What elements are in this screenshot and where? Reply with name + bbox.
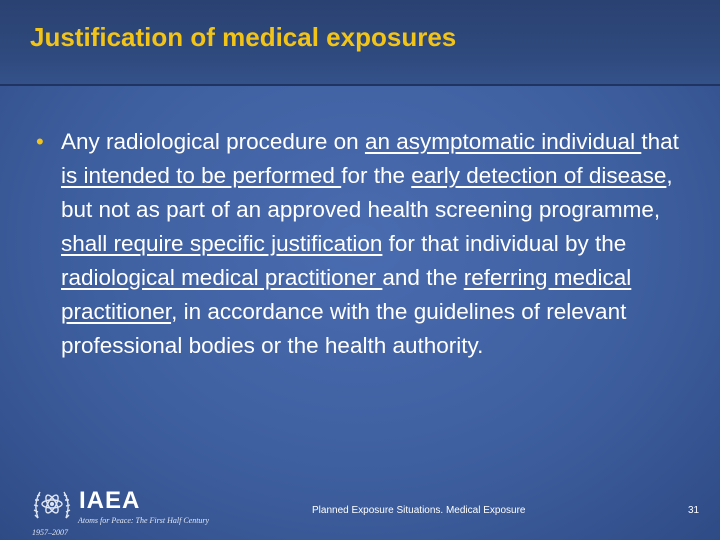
underlined-phrase: early detection of disease: [411, 163, 667, 188]
body-text-segment: and the: [382, 265, 464, 290]
body-paragraph: [61, 125, 696, 363]
body-text-segment: for the: [341, 163, 412, 188]
body-text-segment: that: [641, 129, 679, 154]
logo-years: 1957–2007: [32, 528, 68, 537]
slide-content: [36, 125, 696, 363]
slide-title: Justification of medical exposures: [30, 22, 457, 52]
logo-name: IAEA: [79, 487, 141, 514]
title-bar: [0, 0, 720, 86]
underlined-phrase: referring medical practitioner: [61, 265, 632, 324]
underlined-phrase: is intended to be performed: [61, 163, 342, 188]
underlined-phrase: an asymptomatic individual: [364, 129, 642, 154]
bullet-icon: •: [36, 129, 44, 154]
iaea-logo: [30, 484, 220, 538]
body-text-segment: for that individual by the: [382, 231, 627, 256]
iaea-atom-emblem-icon: [30, 484, 74, 524]
page-number: 31: [688, 505, 700, 516]
footer-text: Planned Exposure Situations. Medical Exposure: [312, 505, 526, 516]
body-text-segment: Any radiological procedure on: [61, 129, 365, 154]
body-text-segment: , in accordance with the guidelines of relevant professional bodies or the health authority.: [61, 299, 627, 358]
body-text-segment: , but not as part of an approved health screening programme,: [61, 163, 673, 222]
underlined-phrase: shall require specific justification: [61, 231, 383, 256]
logo-tagline: Atoms for Peace: The First Half Century: [78, 516, 210, 525]
underlined-phrase: radiological medical practitioner: [61, 265, 383, 290]
